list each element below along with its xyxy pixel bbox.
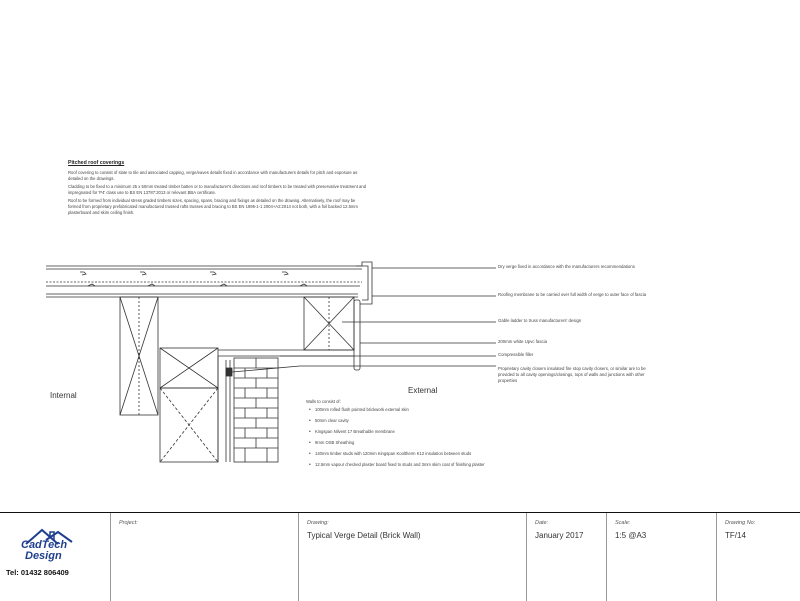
list-item: • 12.5mm vapour checked plaster board fixed to studs and 3mm skim coat of finishing plaster bbox=[315, 462, 485, 467]
list-item: • 100mm rolled flush pointed brickwork external skin bbox=[315, 407, 485, 412]
zone-internal: Internal bbox=[50, 391, 77, 400]
drawing-number-cell bbox=[716, 513, 800, 601]
label-dry-verge: Dry verge fixed in accordance with the manufacturers recommendations bbox=[498, 264, 635, 269]
zone-external: External bbox=[408, 386, 438, 395]
label-roofing-membrane: Roofing membrane to be carried over full width of verge to outer face of fascia bbox=[498, 292, 647, 297]
notes-title: Pitched roof coverings bbox=[68, 160, 125, 166]
drawing-title: Typical Verge Detail (Brick Wall) bbox=[307, 531, 421, 540]
scale-cell bbox=[606, 513, 717, 601]
title-block bbox=[0, 512, 800, 601]
label-compressible-filler: Compressible filler bbox=[498, 352, 534, 357]
wall-spec-list bbox=[306, 407, 485, 467]
wall-specification bbox=[306, 399, 485, 474]
date-value: January 2017 bbox=[535, 531, 584, 540]
scale-label: Scale: bbox=[615, 520, 631, 526]
label-fascia: 200mm white Upvc fascia bbox=[498, 339, 547, 344]
company-telephone: Tel: 01432 806409 bbox=[6, 568, 69, 577]
notes-paragraph: Cladding to be fixed to a minimum 25 x 50mm treated timber batten or to manufacturer's directions and roof timbers to be treated with preservative treatment and impregnated for 'P4' class use to BS EN 13787:2013 or relevant BBA certificate. bbox=[68, 183, 367, 195]
scale-value: 1:5 @A3 bbox=[615, 531, 647, 540]
drawing-label: Drawing: bbox=[307, 520, 329, 526]
company-logo-text bbox=[21, 540, 67, 562]
list-item: • Kingspan Nilvent 17 Breathable membrane bbox=[315, 429, 485, 434]
date-label: Date: bbox=[535, 520, 549, 526]
notes-paragraph: Roof covering to consist of slate to tile and associated capping, verge/eaves details fixed in accordance with manufacturers details for pitch and exposure as detailed on the drawings. bbox=[68, 169, 358, 181]
drawing-number-label: Drawing No: bbox=[725, 520, 756, 526]
company-name-line2: Design bbox=[25, 550, 62, 562]
label-cavity-closers: Proprietary cavity closers insulated fire stop cavity closers, or similar are to be provided to all cavity openings/closings, tops of walls and junctions with other properties bbox=[498, 366, 646, 383]
list-item: • 9mm OSB Sheathing bbox=[315, 440, 485, 445]
date-cell bbox=[526, 513, 607, 601]
notes-paragraph: Roof to be formed from individual stress graded timbers sizes, spacing, spans, bracing and fixings as detailed on the drawing. Alternatively, the roof may be formed from proprietary prefabricated manufactured trussed rafts trusses and bracing to BS EN 1995-1-1 2004+A2:2014 not both, with a foil backed 12.5mm plasterboard and skim ceiling finish. bbox=[68, 197, 358, 216]
project-cell bbox=[110, 513, 299, 601]
drawing-cell bbox=[298, 513, 527, 601]
list-item: • 50mm clear cavity bbox=[315, 418, 485, 423]
drawing-number-value: TF/14 bbox=[725, 531, 746, 540]
label-gable-ladder: Gable ladder to truss manufacturers' design bbox=[498, 318, 582, 323]
wall-spec-heading: Walls to consist of: bbox=[306, 399, 341, 404]
list-item: • 140mm timber studs with 120mm Kingspan Kooltherm K12 insulation between studs bbox=[315, 451, 485, 456]
company-name-line1: CadTech bbox=[21, 539, 68, 551]
project-label: Project: bbox=[119, 520, 138, 526]
